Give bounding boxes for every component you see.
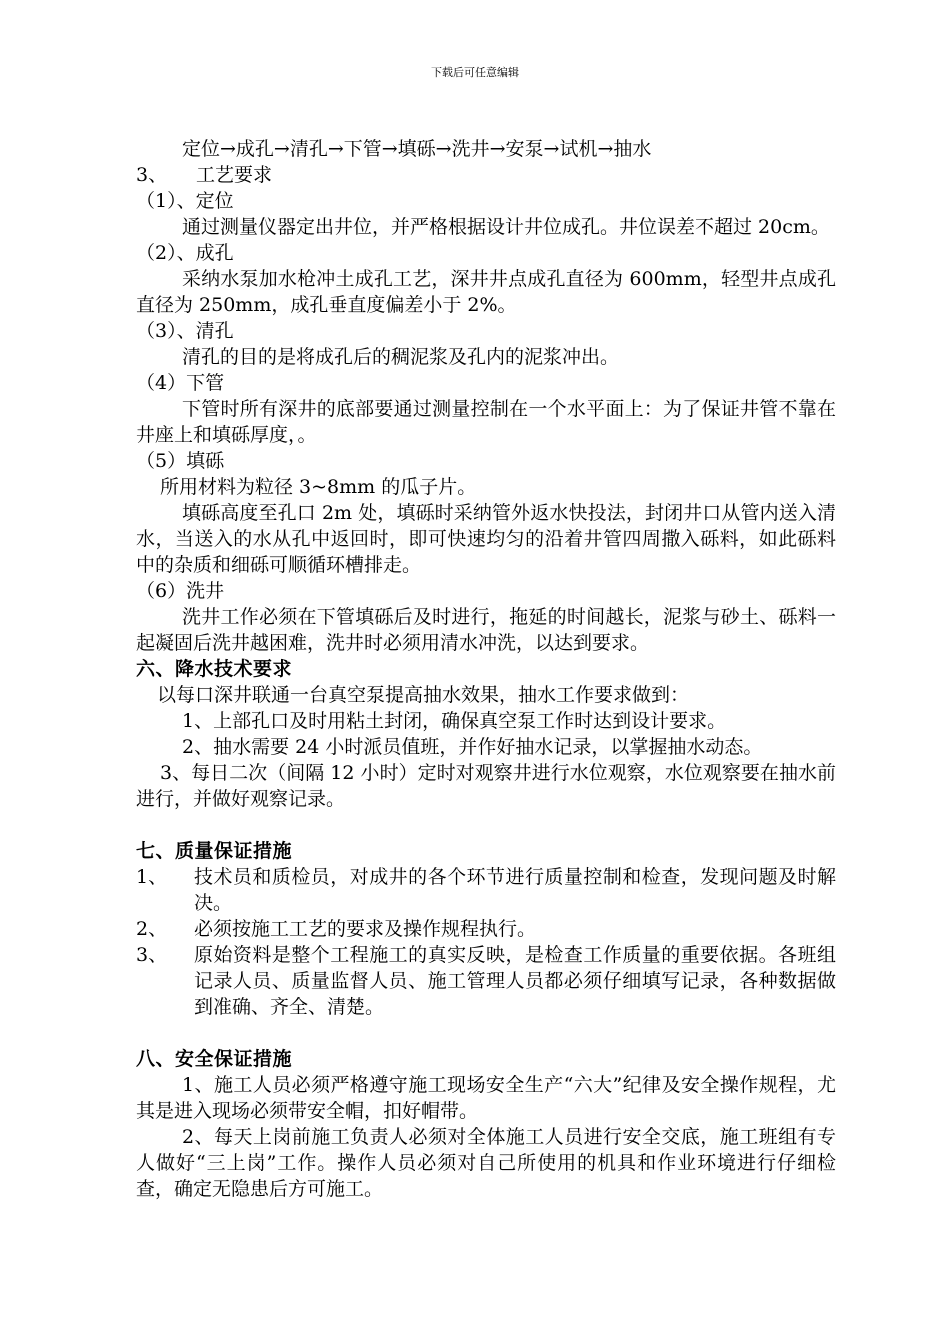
section-7-item-2	[136, 916, 836, 942]
section-7-item-1	[136, 864, 836, 916]
section-7-item-3	[136, 942, 836, 1020]
section-6-item-3: 3、每日二次（间隔 12 小时）定时对观察井进行水位观察，水位观察要在抽水前进行，并做好观察记录。	[136, 762, 836, 810]
sub4-text: 下管时所有深井的底部要通过测量控制在一个水平面上：为了保证井管不靠在井座上和填砾厚度，。	[136, 398, 836, 446]
item-text: 原始资料是整个工程施工的真实反映，是检查工作质量的重要依据。各班组记录人员、质量监督人员、施工管理人员都必须仔细填写记录，各种数据做到准确、齐全、清楚。	[194, 944, 836, 1018]
sub2-text: 采纳水泵加水枪冲土成孔工艺，深井井点成孔直径为 600mm，轻型井点成孔直径为 250mm，成孔垂直度偏差小于 2%。	[136, 268, 836, 316]
sub6-title: （6）洗井	[136, 580, 225, 602]
item-number: 1、	[136, 866, 168, 888]
sub3-text: 清孔的目的是将成孔后的稠泥浆及孔内的泥浆冲出。	[182, 346, 620, 368]
sub4-title: （4）下管	[136, 372, 225, 394]
section-3-heading	[136, 162, 836, 188]
sub2-title: （2）、成孔	[136, 242, 234, 264]
sub1-text: 通过测量仪器定出井位，并严格根据设计井位成孔。井位误差不超过 20cm。	[182, 216, 830, 238]
sub5-text-2: 填砾高度至孔口 2m 处，填砾时采纳管外返水快投法，封闭井口从管内送入清水，当送入的水从孔中返回时，即可快速均匀的沿着井管四周撒入砾料，如此砾料中的杂质和细砾可顺循环槽排走。	[136, 502, 836, 576]
page-header: 下载后可任意编辑	[431, 66, 519, 79]
section-6-title: 六、降水技术要求	[136, 658, 293, 680]
process-flow: 定位→成孔→清孔→下管→填砾→洗井→安泵→试机→抽水	[182, 138, 652, 160]
sub5-text-1: 所用材料为粒径 3~8mm 的瓜子片。	[160, 476, 477, 498]
section-6-intro: 以每口深井联通一台真空泵提高抽水效果，抽水工作要求做到：	[157, 684, 690, 706]
sub6-text: 洗井工作必须在下管填砾后及时进行，拖延的时间越长，泥浆与砂土、砾料一起凝固后洗井越困难，洗井时必须用清水冲洗，以达到要求。	[136, 606, 836, 654]
section-3-title: 工艺要求	[196, 164, 273, 186]
item-text: 技术员和质检员，对成井的各个环节进行质量控制和检查，发现问题及时解决。	[194, 866, 836, 914]
section-7-title: 七、质量保证措施	[136, 840, 293, 862]
sub1-title: （1）、定位	[136, 190, 234, 212]
section-8-item-2: 2、每天上岗前施工负责人必须对全体施工人员进行安全交底，施工班组有专人做好“三上岗”工作。操作人员必须对自己所使用的机具和作业环境进行仔细检查，确定无隐患后方可施工。	[136, 1126, 836, 1200]
section-3-number: 3、	[136, 164, 168, 186]
item-text: 必须按施工工艺的要求及操作规程执行。	[194, 918, 537, 940]
item-number: 2、	[136, 918, 168, 940]
document-body	[136, 136, 836, 1202]
section-8-title: 八、安全保证措施	[136, 1048, 293, 1070]
spacer	[136, 812, 836, 838]
spacer	[136, 1020, 836, 1046]
sub3-title: （3）、清孔	[136, 320, 234, 342]
section-8-item-1: 1、施工人员必须严格遵守施工现场安全生产“六大”纪律及安全操作规程，尤其是进入现场必须带安全帽，扣好帽带。	[136, 1074, 836, 1122]
sub5-title: （5）填砾	[136, 450, 225, 472]
section-6-item-1: 1、上部孔口及时用粘土封闭，确保真空泵工作时达到设计要求。	[182, 710, 727, 732]
item-number: 3、	[136, 944, 168, 966]
section-6-item-2: 2、抽水需要 24 小时派员值班，并作好抽水记录，以掌握抽水动态。	[182, 736, 763, 758]
